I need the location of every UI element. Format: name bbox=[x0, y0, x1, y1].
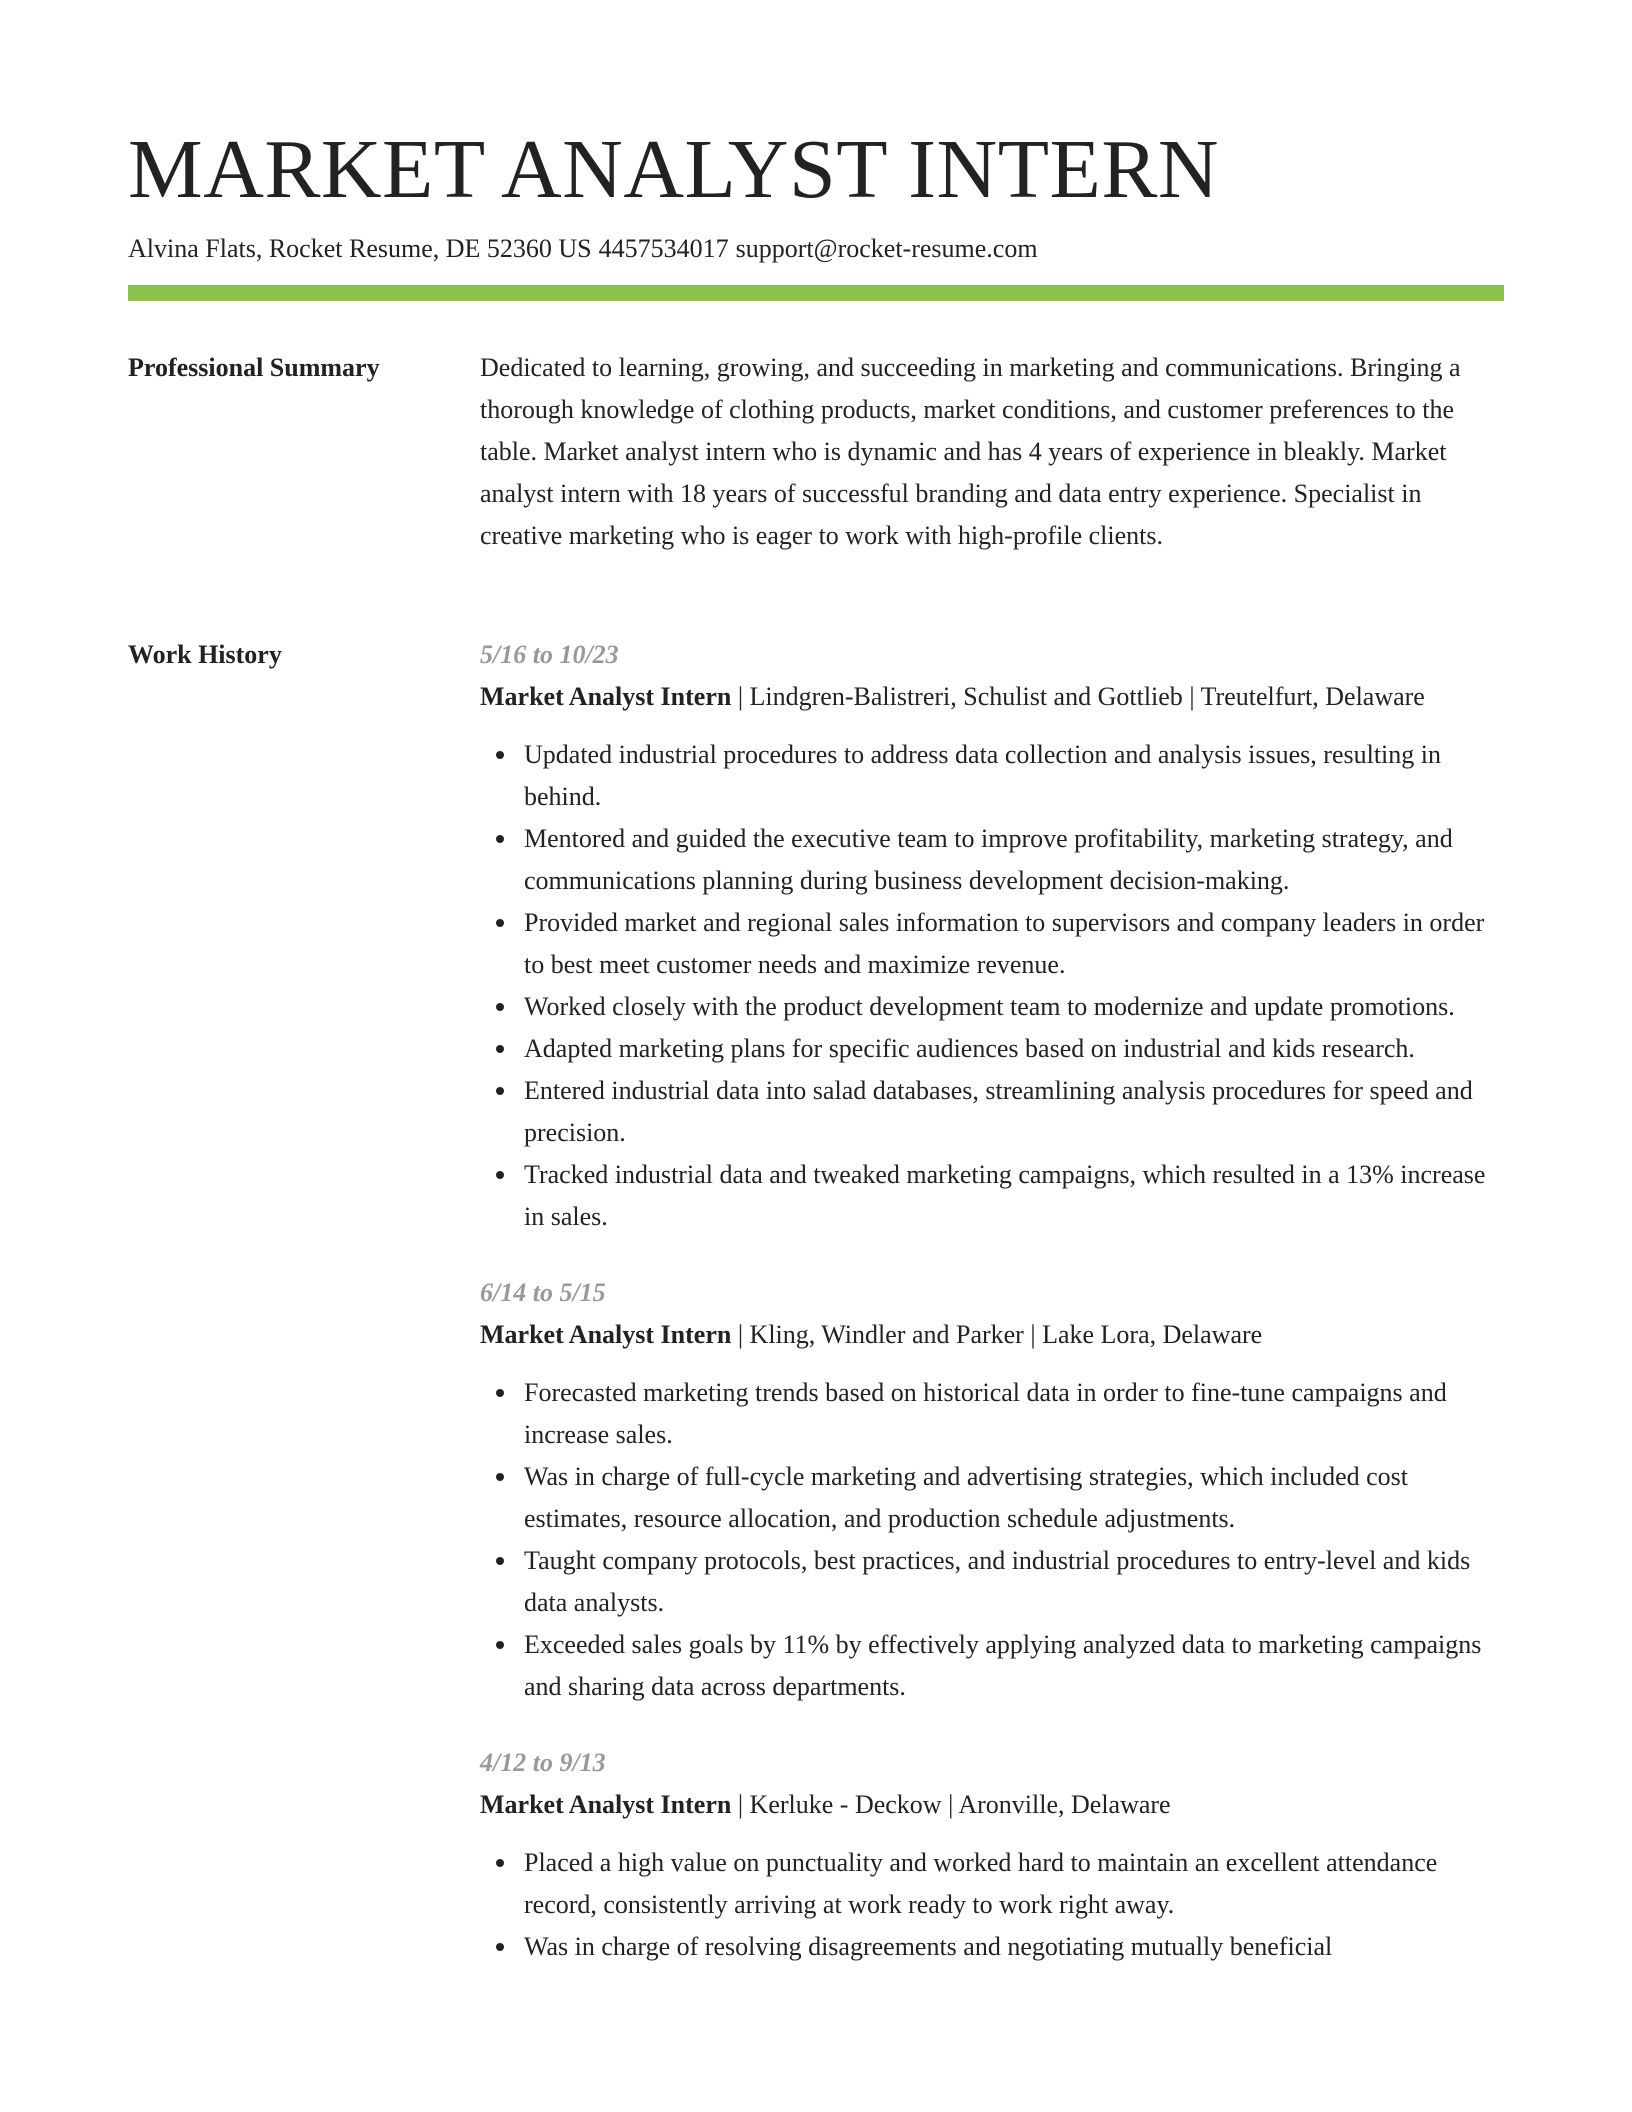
job-bullet bbox=[524, 1070, 1504, 1154]
job-bullet-text: Tracked industrial data and tweaked marketing campaigns, which resulted in a 13% increase in sales. bbox=[524, 1160, 1486, 1231]
job-bullet-text: Placed a high value on punctuality and worked hard to maintain an excellent attendance record, consistently arriving at work ready to work right away. bbox=[524, 1848, 1438, 1919]
summary-text: Dedicated to learning, growing, and succeeding in marketing and communications. Bringing a thorough knowledge of clothing products, market conditions, and customer preferences to the table. Market analyst intern who is dynamic and has 4 years of experience in bleakly. Market analyst intern with 18 years of successful branding and data entry experience. Specialist in creative marketing who is eager to work with high-profile clients. bbox=[480, 353, 1461, 550]
bullet-dot-icon bbox=[496, 1641, 504, 1649]
job-heading: Market Analyst Intern | Lindgren-Balistreri, Schulist and Gottlieb | Treutelfurt, Delaware bbox=[480, 682, 1425, 711]
job-bullet-text: Forecasted marketing trends based on historical data in order to fine-tune campaigns and increase sales. bbox=[524, 1378, 1447, 1449]
job-dates: 5/16 to 10/23 bbox=[480, 640, 619, 669]
job-company: Kerluke - Deckow bbox=[749, 1790, 942, 1819]
work-history-body bbox=[480, 634, 1504, 2002]
job-bullet-text: Adapted marketing plans for specific audiences based on industrial and kids research. bbox=[524, 1034, 1415, 1063]
bullet-dot-icon bbox=[496, 1003, 504, 1011]
job-bullet-text: Updated industrial procedures to address data collection and analysis issues, resulting in behind. bbox=[524, 740, 1441, 811]
bullet-dot-icon bbox=[496, 1557, 504, 1565]
job-title: Market Analyst Intern bbox=[480, 1790, 732, 1819]
job-bullet bbox=[524, 1154, 1504, 1238]
job-dates: 6/14 to 5/15 bbox=[480, 1278, 606, 1307]
job-dates: 4/12 to 9/13 bbox=[480, 1748, 606, 1777]
contact-phone: 4457534017 bbox=[598, 234, 729, 263]
job-company: Lindgren-Balistreri, Schulist and Gottlieb bbox=[749, 682, 1183, 711]
job-bullet bbox=[524, 1372, 1504, 1456]
job-bullet bbox=[524, 902, 1504, 986]
job-bullet-list bbox=[480, 1372, 1504, 1708]
job-title: Market Analyst Intern bbox=[480, 682, 732, 711]
contact-address: Alvina Flats, Rocket Resume, DE 52360 US bbox=[128, 234, 592, 263]
job-entry bbox=[480, 1742, 1504, 1968]
job-entry bbox=[480, 1272, 1504, 1708]
job-bullet-text: Was in charge of full-cycle marketing and advertising strategies, which included cost estimates, resource allocation, and production schedule adjustments. bbox=[524, 1462, 1409, 1533]
job-bullet-text: Worked closely with the product development team to modernize and update promotions. bbox=[524, 992, 1455, 1021]
job-bullet-text: Was in charge of resolving disagreements and negotiating mutually beneficial bbox=[524, 1932, 1333, 1961]
job-bullet-text: Taught company protocols, best practices, and industrial procedures to entry-level and kids data analysts. bbox=[524, 1546, 1471, 1617]
summary-body bbox=[480, 347, 1504, 557]
job-bullet-text: Provided market and regional sales information to supervisors and company leaders in order to best meet customer needs and maximize revenue. bbox=[524, 908, 1485, 979]
contact-line bbox=[128, 232, 1045, 266]
job-location: Treutelfurt, Delaware bbox=[1200, 682, 1425, 711]
job-bullet bbox=[524, 1624, 1504, 1708]
job-company: Kling, Windler and Parker bbox=[749, 1320, 1024, 1349]
bullet-dot-icon bbox=[496, 1389, 504, 1397]
bullet-dot-icon bbox=[496, 1171, 504, 1179]
header-divider bbox=[128, 285, 1504, 301]
bullet-dot-icon bbox=[496, 751, 504, 759]
job-bullet bbox=[524, 1028, 1504, 1070]
job-bullet-text: Exceeded sales goals by 11% by effectively applying analyzed data to marketing campaigns and sharing data across departments. bbox=[524, 1630, 1482, 1701]
bullet-dot-icon bbox=[496, 1087, 504, 1095]
job-bullet bbox=[524, 986, 1504, 1028]
work-history-label: Work History bbox=[128, 640, 282, 669]
bullet-dot-icon bbox=[496, 1943, 504, 1951]
summary-label: Professional Summary bbox=[128, 353, 380, 382]
job-title: Market Analyst Intern bbox=[480, 1320, 732, 1349]
job-bullet bbox=[524, 1540, 1504, 1624]
bullet-dot-icon bbox=[496, 835, 504, 843]
job-bullet bbox=[524, 1842, 1504, 1926]
bullet-dot-icon bbox=[496, 919, 504, 927]
job-bullet bbox=[524, 818, 1504, 902]
job-bullet bbox=[524, 1926, 1504, 1968]
contact-email: support@rocket-resume.com bbox=[735, 234, 1038, 263]
job-bullet-text: Mentored and guided the executive team to improve profitability, marketing strategy, and communications planning during business development decision-making. bbox=[524, 824, 1453, 895]
job-bullet-list bbox=[480, 734, 1504, 1238]
job-location: Lake Lora, Delaware bbox=[1042, 1320, 1263, 1349]
job-heading: Market Analyst Intern | Kling, Windler and Parker | Lake Lora, Delaware bbox=[480, 1320, 1263, 1349]
job-heading: Market Analyst Intern | Kerluke - Deckow | Aronville, Delaware bbox=[480, 1790, 1171, 1819]
job-entry bbox=[480, 634, 1504, 1238]
job-bullet-list bbox=[480, 1842, 1504, 1968]
bullet-dot-icon bbox=[496, 1473, 504, 1481]
job-bullet-text: Entered industrial data into salad databases, streamlining analysis procedures for speed and precision. bbox=[524, 1076, 1473, 1147]
job-location: Aronville, Delaware bbox=[958, 1790, 1171, 1819]
bullet-dot-icon bbox=[496, 1859, 504, 1867]
job-bullet bbox=[524, 1456, 1504, 1540]
resume-title: MARKET ANALYST INTERN bbox=[128, 123, 1220, 216]
job-bullet bbox=[524, 734, 1504, 818]
bullet-dot-icon bbox=[496, 1045, 504, 1053]
